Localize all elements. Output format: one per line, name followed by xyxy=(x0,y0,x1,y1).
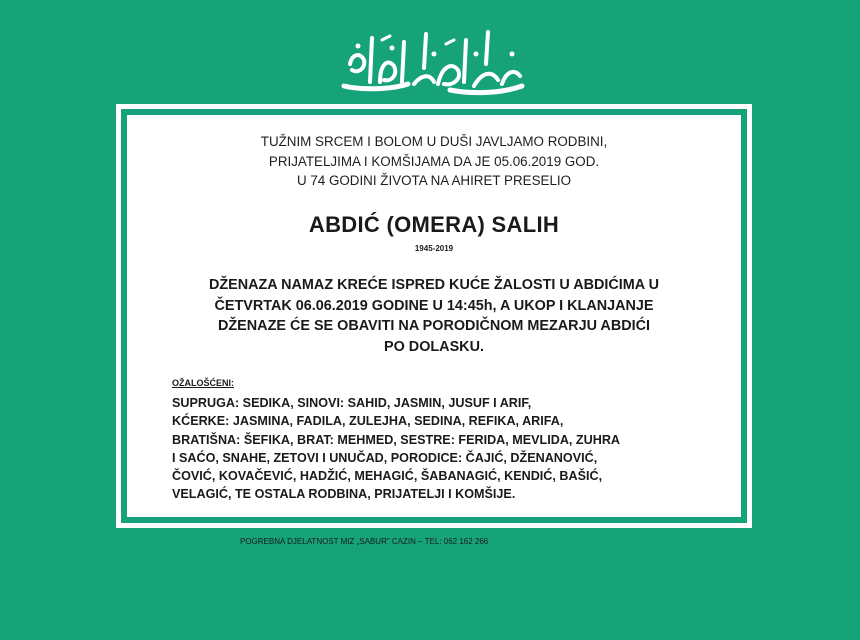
mourners-line: VELAGIĆ, TE OSTALA RODBINA, PRIJATELJI I KOMŠIJE. xyxy=(172,487,516,502)
funeral-line: ČETVRTAK 06.06.2019 GODINE U 14:45h, A UKOP I KLANJANJE xyxy=(214,297,654,314)
calligraphy-header xyxy=(0,22,860,102)
intro-line: U 74 GODINI ŽIVOTA NA AHIRET PRESELIO xyxy=(296,173,572,188)
mourners-line: KĆERKE: JASMINA, FADILA, ZULEJHA, SEDINA, REFIKA, ARIFA, xyxy=(172,414,564,429)
intro-line: PRIJATELJIMA I KOMŠIJAMA DA JE 05.06.2019 GOD. xyxy=(268,153,600,169)
mourners-section xyxy=(172,378,731,504)
mourners-line: I SAĆO, SNAHE, ZETOVI I UNUČAD, PORODICE: ČAJIĆ, DŽENANOVIĆ, xyxy=(172,450,598,465)
intro-line: TUŽNIM SRCEM I BOLOM U DUŠI JAVLJAMO RODBINI, xyxy=(260,134,608,149)
funeral-details xyxy=(127,275,741,357)
notice-panel xyxy=(127,115,741,517)
life-years: 1945-2019 xyxy=(414,244,454,253)
notice-frame xyxy=(116,104,752,528)
funeral-service-footer: POGREBNA DJELATNOST MIZ „SABUR" CAZIN – TEL: 062 162 266 xyxy=(240,537,489,546)
funeral-line: PO DOLASKU. xyxy=(384,338,484,355)
mourners-list xyxy=(172,394,731,504)
funeral-line: DŽENAZA NAMAZ KREĆE ISPRED KUĆE ŽALOSTI U ABDIĆIMA U xyxy=(208,277,660,293)
mourners-line: BRATIŠNA: ŠEFIKA, BRAT: MEHMED, SESTRE: FERIDA, MEVLIDA, ZUHRA xyxy=(172,432,621,447)
mourners-line: ČOVIĆ, KOVAČEVIĆ, HADŽIĆ, MEHAGIĆ, ŠABANAGIĆ, KENDIĆ, BAŠIĆ, xyxy=(172,469,603,484)
funeral-line: DŽENAZE ĆE SE OBAVITI NA PORODIČNOM MEZARJU ABDIĆI xyxy=(218,318,650,334)
deceased-name: ABDIĆ (OMERA) SALIH xyxy=(308,212,560,237)
arabic-calligraphy-icon xyxy=(330,24,530,100)
mourners-heading: OŽALOŠĆENI: xyxy=(172,378,234,388)
mourners-line: SUPRUGA: SEDIKA, SINOVI: SAHID, JASMIN, JUSUF I ARIF, xyxy=(172,396,532,410)
intro-text xyxy=(127,132,741,191)
